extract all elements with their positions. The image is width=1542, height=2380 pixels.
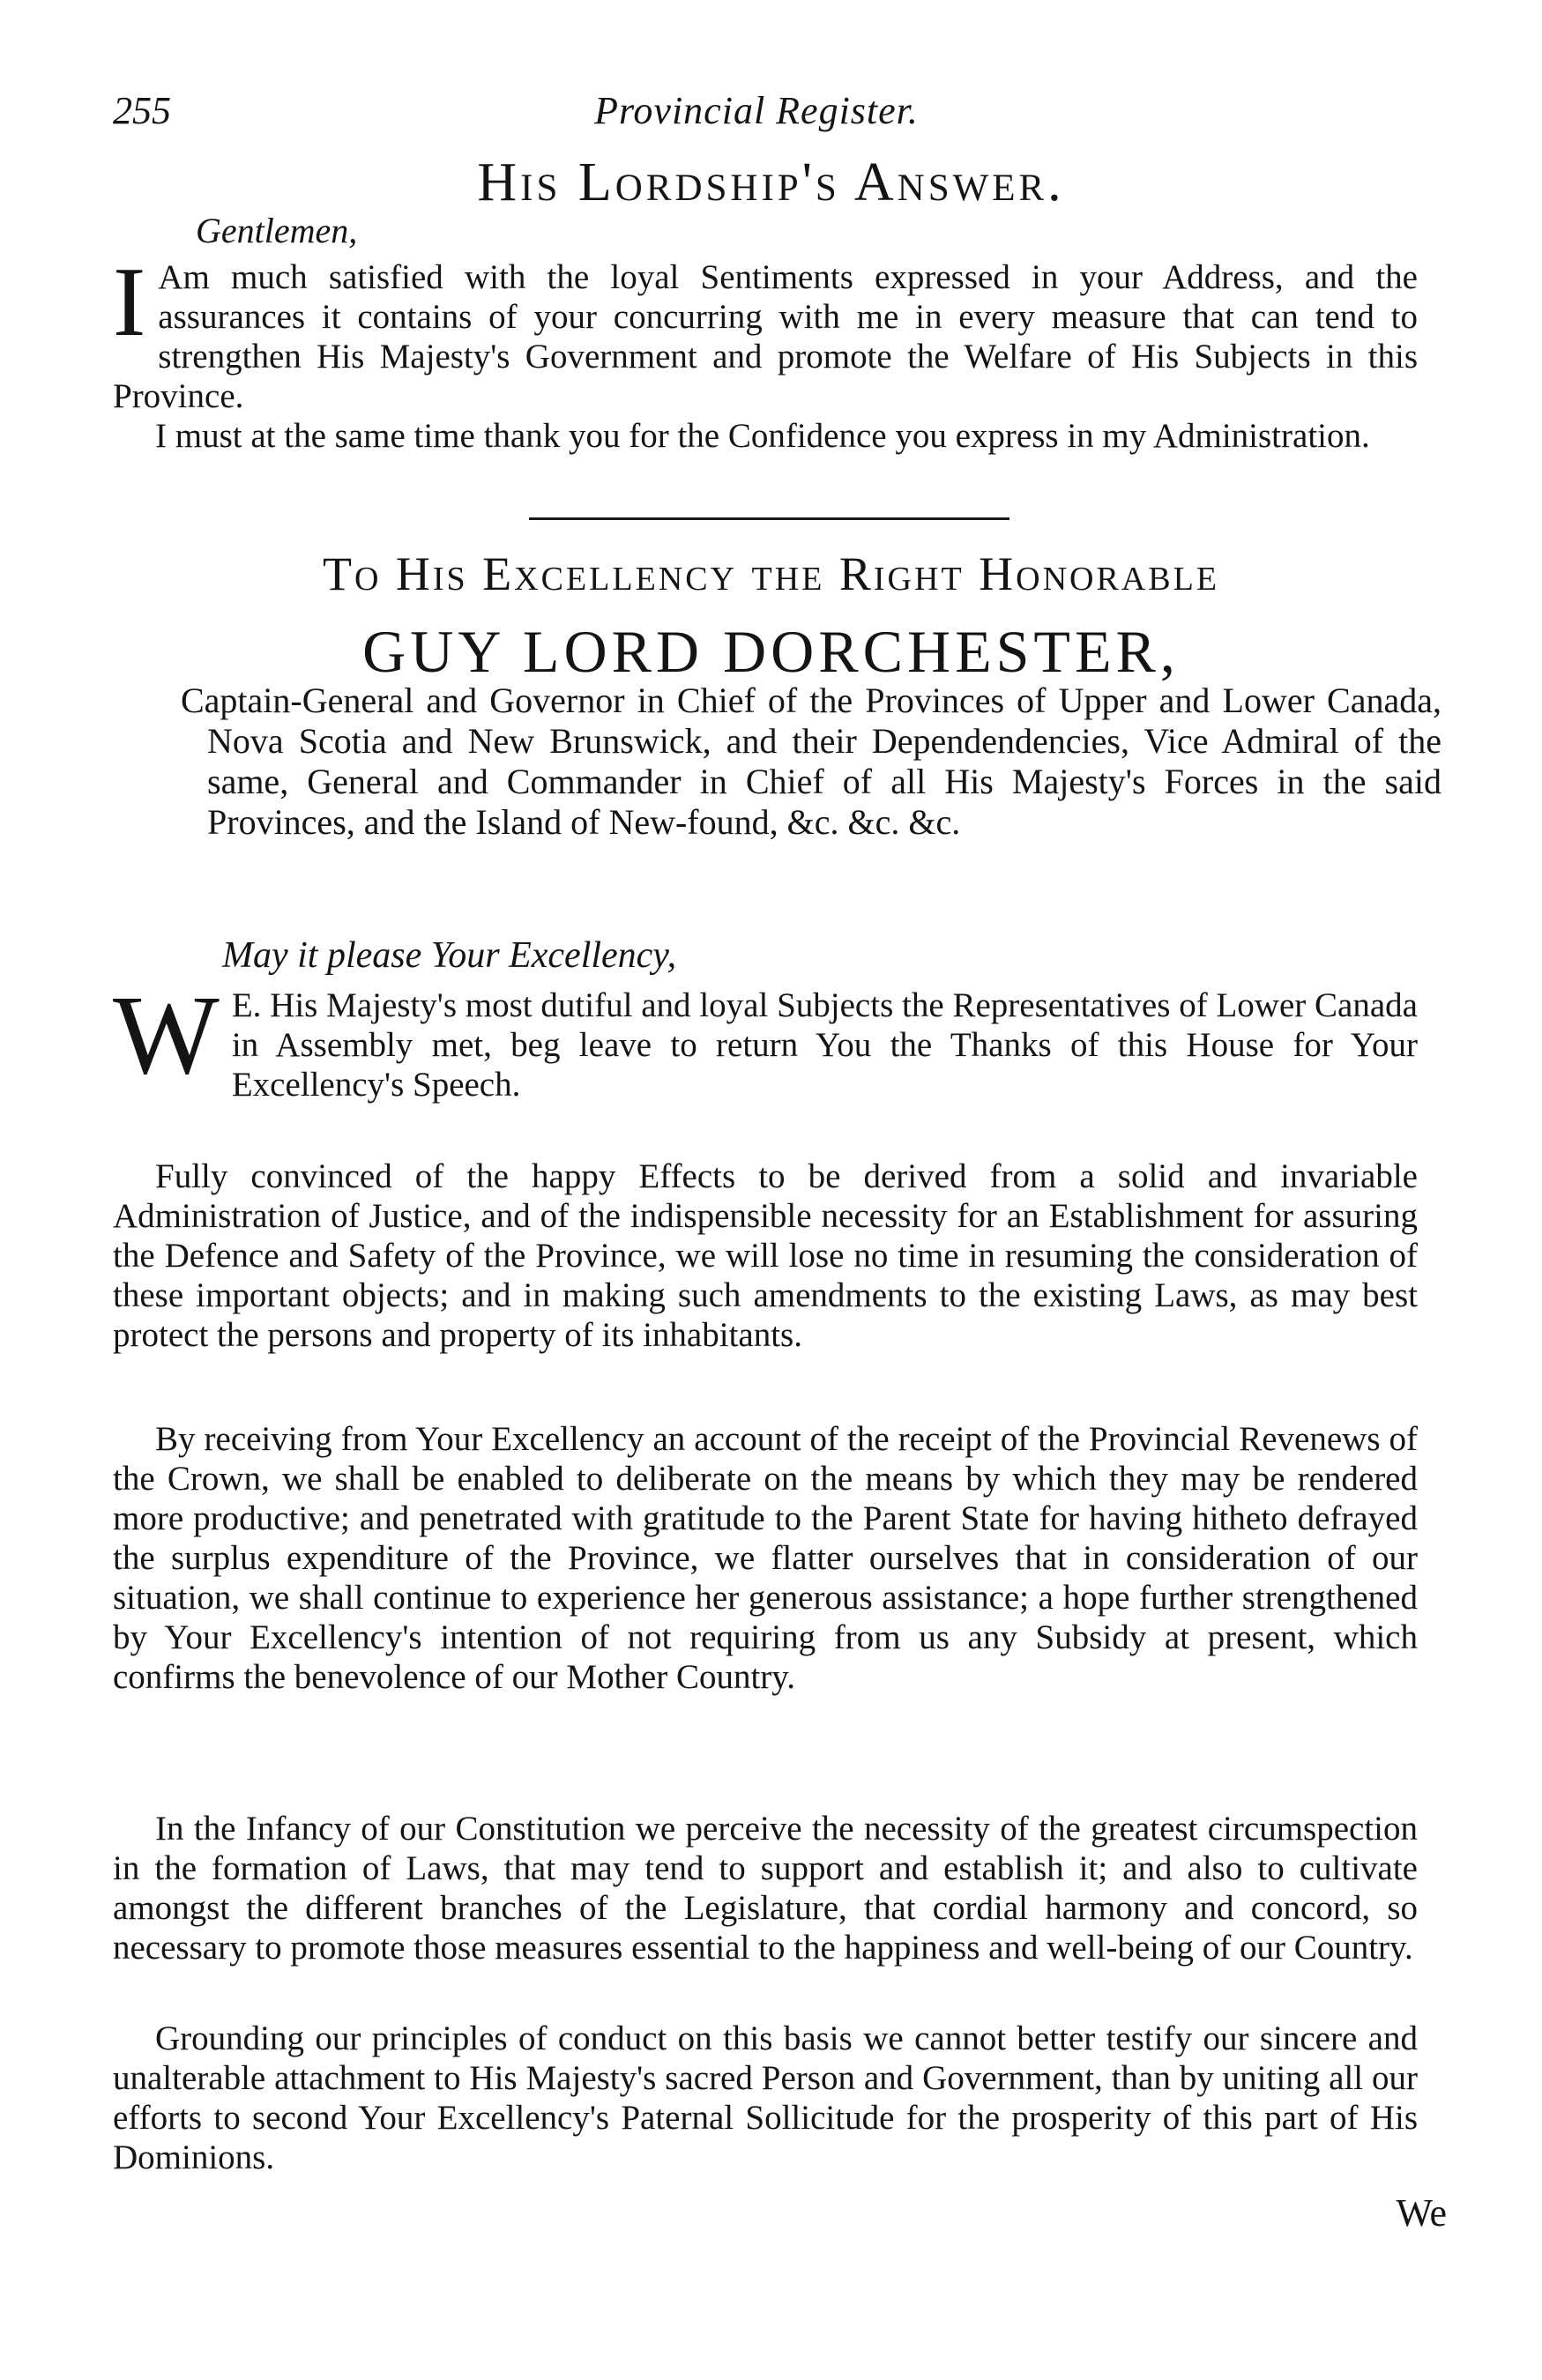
- answer-paragraph-1-text: Am much satisfied with the loyal Sentiments expressed in your Address, and the assurances it contains of your concurring with me in every measure that can tend to strengthen His Majesty's Government and promote the Welfare of His Subjects in this Province.: [113, 258, 1418, 415]
- answer-heading: His Lordship's Answer.: [477, 152, 1065, 212]
- address-paragraph-4: In the Infancy of our Constitution we perceive the necessity of the greatest circumspection in the formation of Laws, that may tend to support and establish it; and also to cultivate amongst the different branches of the Legislature, that cordial harmony and concord, so necessary to promote those measures essential to the happiness and well-being of our Country.: [113, 1810, 1418, 1967]
- answer-salutation: Gentlemen,: [196, 211, 358, 250]
- section-divider: [529, 517, 1009, 520]
- answer-paragraph-2: I must at the same time thank you for the Confidence you express in my Administration.: [155, 417, 1370, 455]
- address-paragraph-2: Fully convinced of the happy Effects to be derived from a solid and invariable Administration of Justice, and of the indispensible necessity for an Establishment for assuring the Defence and Safety of the Province, we will lose no time in resuming the consideration of these important objects; and in making such amendments to the existing Laws, as may best protect the persons and property of its inhabitants.: [113, 1157, 1418, 1354]
- running-title: Provincial Register.: [594, 89, 919, 132]
- page-number: 255: [113, 89, 171, 132]
- address-paragraph-3: By receiving from Your Excellency an account of the receipt of the Provincial Revenews of the Crown, we shall be enabled to deliberate on the means by which they may be rendered more productive; and penetrated with gratitude to the Parent State for having hitheto defrayed the surplus expenditure of the Province, we flatter ourselves that in consideration of our situation, we shall continue to experience her generous assistance; a hope further strengthened by Your Excellency's intention of not requiring from us any Subsidy at present, which confirms the benevolence of our Mother Country.: [113, 1420, 1418, 1696]
- address-heading-line1: To His Excellency the Right Honorable: [322, 547, 1220, 600]
- address-paragraph-1: [113, 972, 1418, 1104]
- drop-cap-w: W: [113, 972, 220, 1097]
- address-paragraph-1-text: E. His Majesty's most dutiful and loyal Subjects the Representatives of Lower Canada in Assembly met, beg leave to return You the Thanks of this House for Your Excellency's Speech.: [231, 986, 1418, 1104]
- address-paragraph-5: Grounding our principles of conduct on this basis we cannot better testify our sincere and unalterable attachment to His Majesty's sacred Person and Government, than by uniting all our efforts to second Your Excellency's Paternal Sollicitude for the prosperity of this part of His Dominions.: [113, 2019, 1418, 2176]
- answer-paragraph-1: [113, 248, 1418, 416]
- running-head: [113, 88, 1400, 132]
- drop-cap-i: I: [113, 248, 146, 357]
- address-titles: Captain-General and Governor in Chief of the Provinces of Upper and Lower Canada, Nova Scotia and New Brunswick, and their Dependendencies, Vice Admiral of the same, General and Commander in Chief of all His Majesty's Forces in the said Provinces, and the Island of New-found, &c. &c. &c.: [181, 681, 1441, 842]
- catchword: We: [1396, 2191, 1447, 2235]
- address-heading-name: GUY LORD DORCHESTER,: [362, 618, 1180, 685]
- address-salutation: May it please Your Excellency,: [222, 935, 677, 976]
